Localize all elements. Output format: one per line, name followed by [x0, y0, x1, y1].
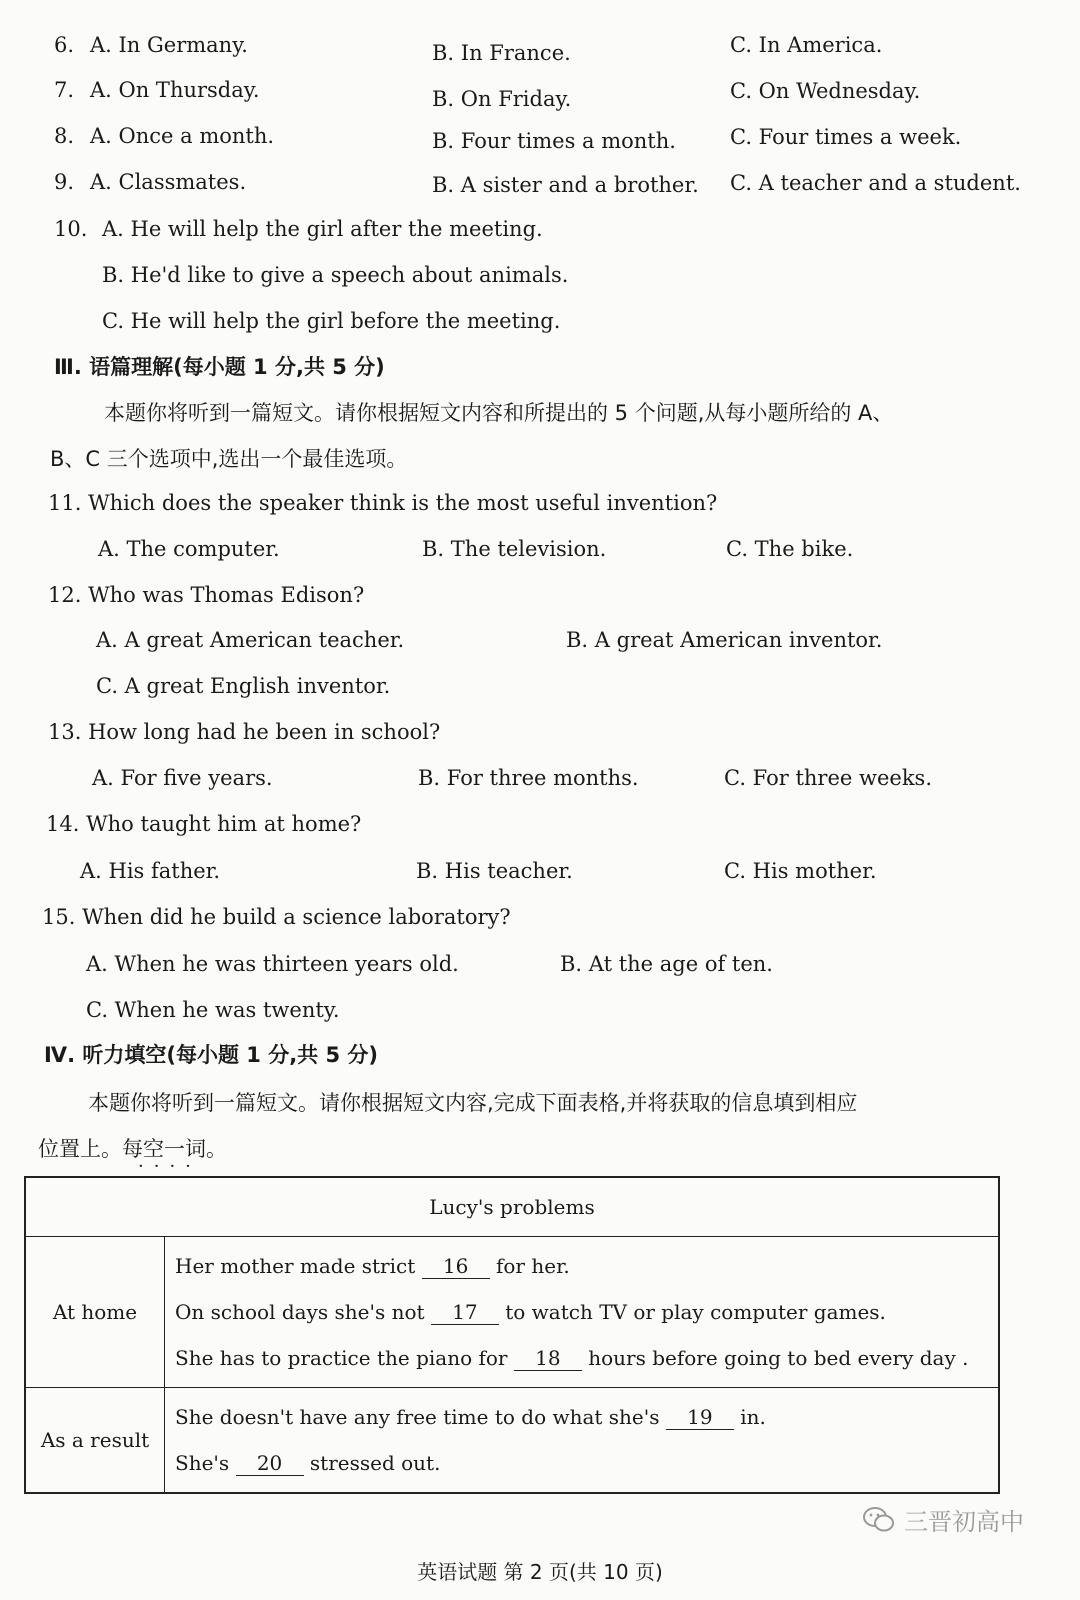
- q15-option-b: B. At the age of ten.: [560, 952, 773, 976]
- line-20: [175, 1440, 988, 1486]
- q10-option-a: A. He will help the girl after the meeting.: [102, 217, 543, 241]
- line-18: [175, 1335, 988, 1381]
- q6-option-b: B. In France.: [432, 41, 571, 65]
- q8-option-c: C. Four times a week.: [730, 125, 962, 149]
- q14-option-a: A. His father.: [80, 859, 221, 883]
- q14-option-b: B. His teacher.: [416, 859, 573, 883]
- wechat-icon: [862, 1505, 896, 1535]
- blank-16[interactable]: 16: [422, 1254, 490, 1279]
- q10-option-c: C. He will help the girl before the meeting.: [102, 309, 561, 333]
- line-20-post: stressed out.: [309, 1451, 441, 1475]
- page-footer: 英语试题 第 2 页(共 10 页): [417, 1560, 663, 1584]
- line-19-pre: She doesn't have any free time to do what she's: [175, 1405, 660, 1429]
- q10-option-b: B. He'd like to give a speech about animals.: [102, 263, 569, 287]
- q11-option-b: B. The television.: [422, 537, 607, 561]
- q6-option-c: C. In America.: [730, 33, 883, 57]
- emphasis-dots: ····: [138, 1156, 201, 1177]
- line-18-pre: She has to practice the piano for: [175, 1346, 508, 1370]
- q9-option-b: B. A sister and a brother.: [432, 173, 699, 197]
- section4-intro-2: 位置上。每空一词。: [38, 1137, 227, 1161]
- q11-option-c: C. The bike.: [726, 537, 854, 561]
- q13-question: 13. How long had he been in school?: [48, 720, 441, 744]
- table-row-as-a-result: [25, 1388, 999, 1494]
- q15-option-c: C. When he was twenty.: [86, 998, 340, 1022]
- q7-option-b: B. On Friday.: [432, 87, 572, 111]
- blank-19[interactable]: 19: [666, 1405, 734, 1430]
- q15-question: 15. When did he build a science laboratory?: [42, 905, 511, 929]
- q6-number: 6.: [54, 33, 75, 57]
- q9-option-a: A. Classmates.: [90, 170, 247, 194]
- q12-option-b: B. A great American inventor.: [566, 628, 883, 652]
- q12-option-c: C. A great English inventor.: [96, 674, 391, 698]
- table-row-at-home: [25, 1237, 999, 1388]
- line-16-post: for her.: [495, 1254, 570, 1278]
- line-17-post: to watch TV or play computer games.: [505, 1300, 886, 1324]
- line-17: [175, 1289, 988, 1335]
- q8-option-a: A. Once a month.: [90, 124, 275, 148]
- row-label-at-home: At home: [25, 1237, 165, 1388]
- line-20-pre: She's: [175, 1451, 230, 1475]
- line-18-post: hours before going to bed every day .: [588, 1346, 969, 1370]
- q14-option-c: C. His mother.: [724, 859, 877, 883]
- q7-option-c: C. On Wednesday.: [730, 79, 921, 103]
- section4-intro-1: 本题你将听到一篇短文。请你根据短文内容,完成下面表格,并将获取的信息填到相应: [88, 1091, 858, 1115]
- watermark: [862, 1502, 1024, 1537]
- table-title: Lucy's problems: [25, 1177, 999, 1237]
- table-header-row: [25, 1177, 999, 1237]
- line-16: [175, 1243, 988, 1289]
- q10-number: 10.: [54, 217, 88, 241]
- watermark-text: 三晋初高中: [904, 1508, 1024, 1536]
- line-19-post: in.: [740, 1405, 766, 1429]
- blank-20[interactable]: 20: [236, 1451, 304, 1476]
- q6-option-a: A. In Germany.: [90, 33, 248, 57]
- q12-question: 12. Who was Thomas Edison?: [48, 583, 365, 607]
- blank-18[interactable]: 18: [514, 1346, 582, 1371]
- q14-question: 14. Who taught him at home?: [46, 812, 362, 836]
- q11-option-a: A. The computer.: [98, 537, 280, 561]
- lucy-problems-table: [24, 1176, 1000, 1494]
- q9-number: 9.: [54, 170, 75, 194]
- q8-option-b: B. Four times a month.: [432, 129, 676, 153]
- at-home-content: [165, 1237, 1000, 1388]
- line-19: [175, 1394, 988, 1440]
- line-16-pre: Her mother made strict: [175, 1254, 416, 1278]
- q8-number: 8.: [54, 124, 75, 148]
- q12-option-a: A. A great American teacher.: [96, 628, 405, 652]
- row-label-as-a-result: As a result: [25, 1388, 165, 1494]
- q13-option-b: B. For three months.: [418, 766, 639, 790]
- q13-option-a: A. For five years.: [92, 766, 273, 790]
- section3-title: Ⅲ. 语篇理解(每小题 1 分,共 5 分): [54, 355, 385, 379]
- q7-option-a: A. On Thursday.: [90, 78, 260, 102]
- blank-17[interactable]: 17: [431, 1300, 499, 1325]
- q9-option-c: C. A teacher and a student.: [730, 171, 1021, 195]
- section3-intro-2: B、C 三个选项中,选出一个最佳选项。: [50, 447, 408, 471]
- as-a-result-content: [165, 1388, 1000, 1494]
- q7-number: 7.: [54, 78, 75, 102]
- section4-title: Ⅳ. 听力填空(每小题 1 分,共 5 分): [44, 1043, 378, 1067]
- q15-option-a: A. When he was thirteen years old.: [86, 952, 459, 976]
- line-17-pre: On school days she's not: [175, 1300, 425, 1324]
- q13-option-c: C. For three weeks.: [724, 766, 932, 790]
- q11-question: 11. Which does the speaker think is the most useful invention?: [48, 491, 718, 515]
- section3-intro-1: 本题你将听到一篇短文。请你根据短文内容和所提出的 5 个问题,从每小题所给的 A、: [104, 401, 894, 425]
